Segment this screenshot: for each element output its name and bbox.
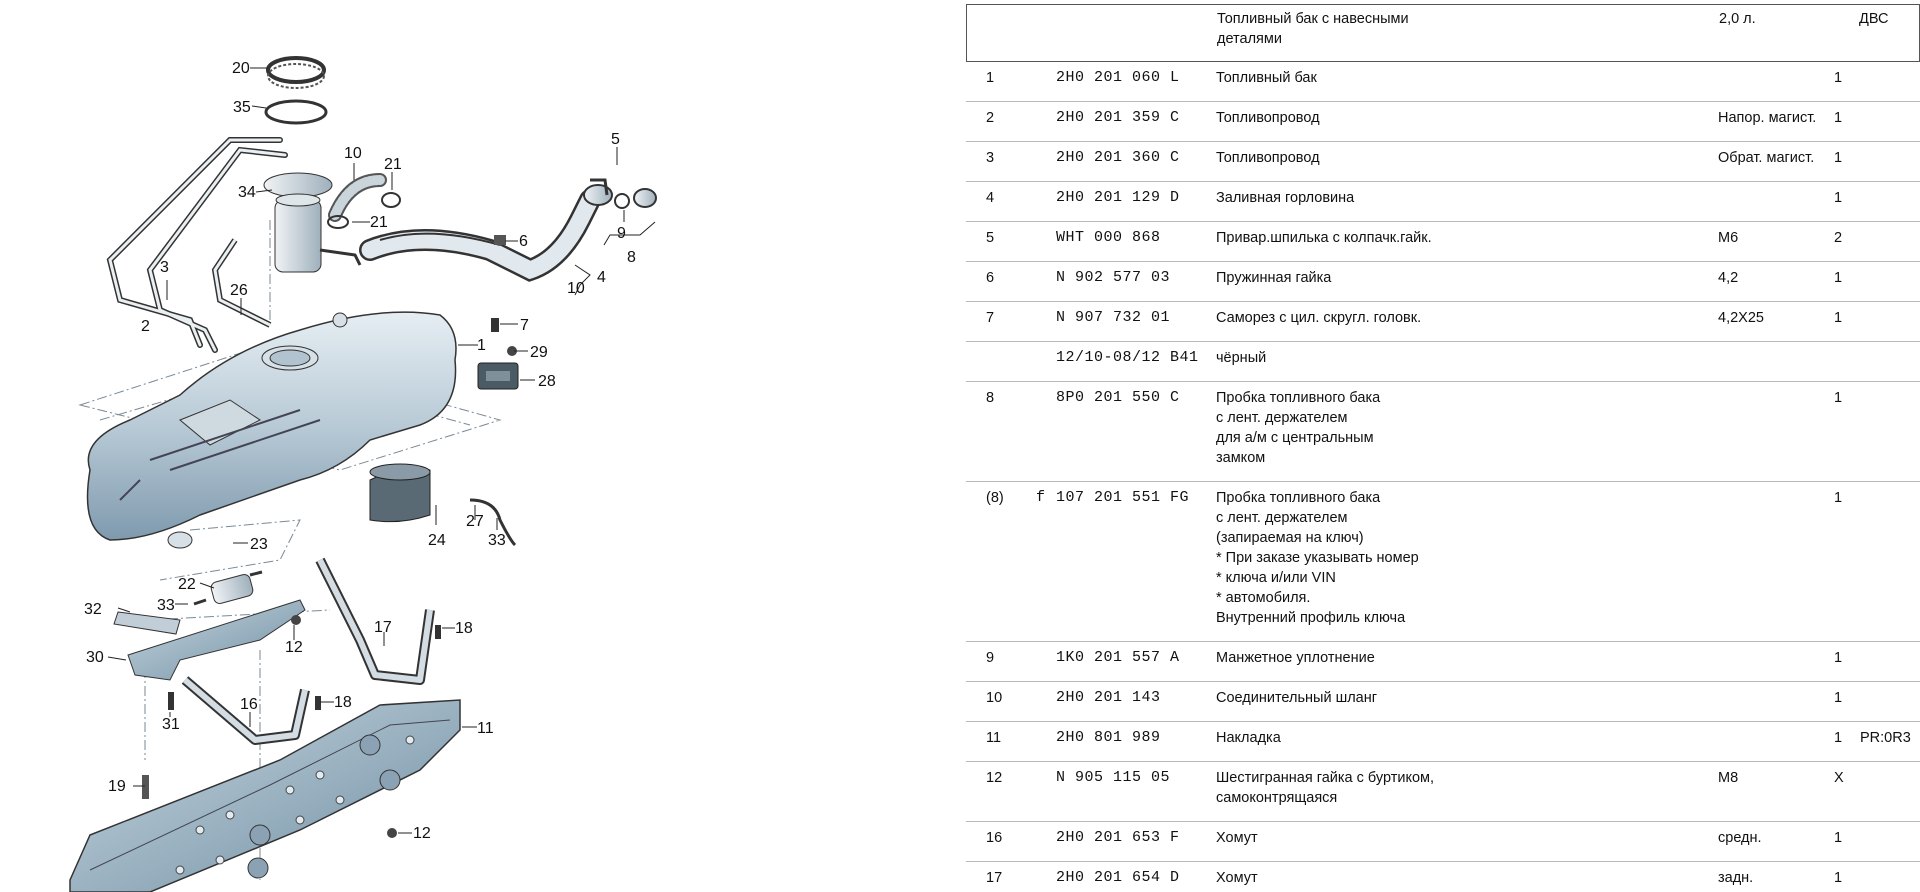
callout-12[interactable]: 12 <box>285 639 303 656</box>
table-row[interactable] <box>966 822 1920 862</box>
row-flag: f <box>1036 489 1046 506</box>
row-description: Привар.шпилька с колпачк.гайк. <box>1216 230 1432 246</box>
table-row[interactable] <box>966 102 1920 142</box>
table-row[interactable] <box>966 722 1920 762</box>
row-quantity: 1 <box>1834 70 1843 86</box>
row-part-number: 2H0 201 129 D <box>1056 189 1180 206</box>
row-quantity: 1 <box>1834 690 1843 706</box>
row-note: средн. <box>1718 830 1762 846</box>
row-quantity: 1 <box>1834 270 1843 286</box>
row-position: 9 <box>986 650 995 666</box>
row-part-number: 8P0 201 550 C <box>1056 389 1180 406</box>
row-description: Пробка топливного бака с лент. держателем для а/м с центральным замком <box>1216 390 1381 466</box>
table-row[interactable] <box>966 642 1920 682</box>
row-position: 3 <box>986 150 995 166</box>
parts-list <box>966 0 1920 892</box>
row-position: 17 <box>986 870 1003 886</box>
callout-33[interactable]: 33 <box>488 532 506 549</box>
callout-10b[interactable]: 10 <box>567 280 585 297</box>
mounting-bracket <box>114 600 305 680</box>
table-row[interactable] <box>966 222 1920 262</box>
fuel-filter <box>194 572 262 605</box>
row-part-number: 2H0 801 989 <box>1056 729 1161 746</box>
row-quantity: 1 <box>1834 650 1843 666</box>
callout-30[interactable]: 30 <box>86 649 104 666</box>
row-quantity: 1 <box>1834 390 1843 406</box>
row-condition: PR:0R3 <box>1860 730 1911 746</box>
row-position: 7 <box>986 310 995 326</box>
header-engine-label: ДВС <box>1859 11 1889 27</box>
row-description: Топливопровод <box>1216 110 1320 126</box>
callout-29[interactable]: 29 <box>530 344 548 361</box>
row-description: Пробка топливного бака с лент. держателем (запираемая на ключ) * При заказе указывать номер * ключа и/или VIN * автомобиля. Внутренний профиль ключа <box>1216 490 1419 626</box>
row-quantity: 1 <box>1834 110 1843 126</box>
row-quantity: 1 <box>1834 830 1843 846</box>
row-note: M6 <box>1718 230 1739 246</box>
row-position: 5 <box>986 230 995 246</box>
callout-9[interactable]: 9 <box>617 225 626 242</box>
callout-26[interactable]: 26 <box>230 282 248 299</box>
row-position: 11 <box>986 730 1002 746</box>
callout-21[interactable]: 21 <box>384 156 402 173</box>
bolt-19 <box>142 775 149 799</box>
row-position: 16 <box>986 830 1003 846</box>
row-description: Соединительный шланг <box>1216 690 1378 706</box>
row-note: Обрат. магист. <box>1718 150 1815 166</box>
filler-neck <box>370 180 656 270</box>
table-row[interactable] <box>966 182 1920 222</box>
row-description: Хомут <box>1216 830 1258 846</box>
row-note: 4,2X25 <box>1718 310 1764 326</box>
spring-nut <box>494 235 506 245</box>
row-quantity: 1 <box>1834 310 1843 326</box>
row-part-number: 2H0 201 654 D <box>1056 869 1180 886</box>
callout-10[interactable]: 10 <box>344 145 362 162</box>
row-position: 6 <box>986 270 995 286</box>
callout-19[interactable]: 19 <box>108 778 126 795</box>
table-row[interactable] <box>966 142 1920 182</box>
header-engine-volume: 2,0 л. <box>1719 11 1756 27</box>
callout-7[interactable]: 7 <box>520 317 529 334</box>
table-row[interactable] <box>966 262 1920 302</box>
callout-16[interactable]: 16 <box>240 696 258 713</box>
row-position: (8) <box>986 490 1004 506</box>
row-description: Топливный бак <box>1216 70 1317 86</box>
row-quantity: 1 <box>1834 490 1843 506</box>
row-part-number: 2H0 201 359 C <box>1056 109 1180 126</box>
row-part-number: N 905 115 05 <box>1056 769 1171 786</box>
callout-11[interactable]: 11 <box>477 720 494 737</box>
row-quantity: 1 <box>1834 870 1843 886</box>
row-description: чёрный <box>1216 350 1267 366</box>
callout-31[interactable]: 31 <box>162 716 180 733</box>
callout-32[interactable]: 32 <box>84 601 102 618</box>
row-note: Напор. магист. <box>1718 110 1817 126</box>
row-quantity: 1 <box>1834 150 1843 166</box>
table-row[interactable] <box>966 62 1920 102</box>
row-note: задн. <box>1718 870 1754 886</box>
callout-18b[interactable]: 18 <box>334 694 352 711</box>
callout-8[interactable]: 8 <box>627 249 636 266</box>
callout-22[interactable]: 22 <box>178 576 196 593</box>
table-row[interactable] <box>966 382 1920 482</box>
row-position: 1 <box>986 70 995 86</box>
table-row[interactable] <box>966 482 1920 642</box>
callout-23[interactable]: 23 <box>250 536 268 553</box>
row-description: Хомут <box>1216 870 1258 886</box>
skid-plate <box>70 700 460 892</box>
callout-28[interactable]: 28 <box>538 373 556 390</box>
row-position: 4 <box>986 190 995 206</box>
relay-block <box>478 363 518 389</box>
table-row[interactable] <box>966 862 1920 892</box>
row-part-number: 2H0 201 360 C <box>1056 149 1180 166</box>
row-description: Топливопровод <box>1216 150 1320 166</box>
row-note: M8 <box>1718 770 1739 786</box>
row-description: Манжетное уплотнение <box>1216 650 1375 666</box>
row-part-number: 1K0 201 557 A <box>1056 649 1180 666</box>
callout-5[interactable]: 5 <box>611 131 620 148</box>
row-part-number: 2H0 201 060 L <box>1056 69 1180 86</box>
row-part-number: 2H0 201 653 F <box>1056 829 1180 846</box>
table-row[interactable] <box>966 682 1920 722</box>
row-part-number: WHT 000 868 <box>1056 229 1161 246</box>
table-row[interactable] <box>966 342 1920 382</box>
row-quantity: 1 <box>1834 190 1843 206</box>
row-description: Накладка <box>1216 730 1281 746</box>
lock-ring <box>266 58 326 123</box>
table-row[interactable] <box>966 762 1920 822</box>
callout-34[interactable]: 34 <box>238 184 256 201</box>
row-quantity: 1 <box>1834 730 1843 746</box>
row-position: 2 <box>986 110 995 126</box>
row-quantity: 2 <box>1834 230 1843 246</box>
row-part-number: 2H0 201 143 <box>1056 689 1161 706</box>
row-position: 12 <box>986 770 1003 786</box>
row-description: Пружинная гайка <box>1216 270 1332 286</box>
callout-1[interactable]: 1 <box>477 337 486 354</box>
callout-33b[interactable]: 33 <box>157 597 175 614</box>
row-position: 10 <box>986 690 1003 706</box>
callout-2[interactable]: 2 <box>141 318 150 335</box>
row-position: 8 <box>986 390 995 406</box>
callout-18[interactable]: 18 <box>455 620 473 637</box>
row-part-number: N 902 577 03 <box>1056 269 1171 286</box>
screw <box>491 318 499 332</box>
row-quantity: X <box>1834 770 1844 786</box>
callout-35[interactable]: 35 <box>233 99 251 116</box>
callout-6[interactable]: 6 <box>519 233 528 250</box>
table-row[interactable] <box>966 302 1920 342</box>
callout-12b[interactable]: 12 <box>413 825 431 842</box>
callout-4[interactable]: 4 <box>597 269 606 286</box>
row-description: Шестигранная гайка с буртиком, самоконтрящаяся <box>1216 770 1435 806</box>
callout-27[interactable]: 27 <box>466 513 484 530</box>
callout-3[interactable]: 3 <box>160 259 169 276</box>
parts-list-header <box>966 4 1920 62</box>
row-description: Саморез с цил. скругл. головк. <box>1216 310 1422 326</box>
callout-17[interactable]: 17 <box>374 619 392 636</box>
row-part-number: 107 201 551 FG <box>1056 489 1190 506</box>
row-note: 4,2 <box>1718 270 1739 286</box>
row-part-number: 12/10-08/12 B41 <box>1056 349 1199 366</box>
header-description: Топливный бак с навесными деталями <box>1217 11 1409 47</box>
callout-24[interactable]: 24 <box>428 532 446 549</box>
callout-21b[interactable]: 21 <box>370 214 388 231</box>
row-part-number: N 907 732 01 <box>1056 309 1171 326</box>
callout-20[interactable]: 20 <box>232 60 250 77</box>
row-description: Заливная горловина <box>1216 190 1355 206</box>
